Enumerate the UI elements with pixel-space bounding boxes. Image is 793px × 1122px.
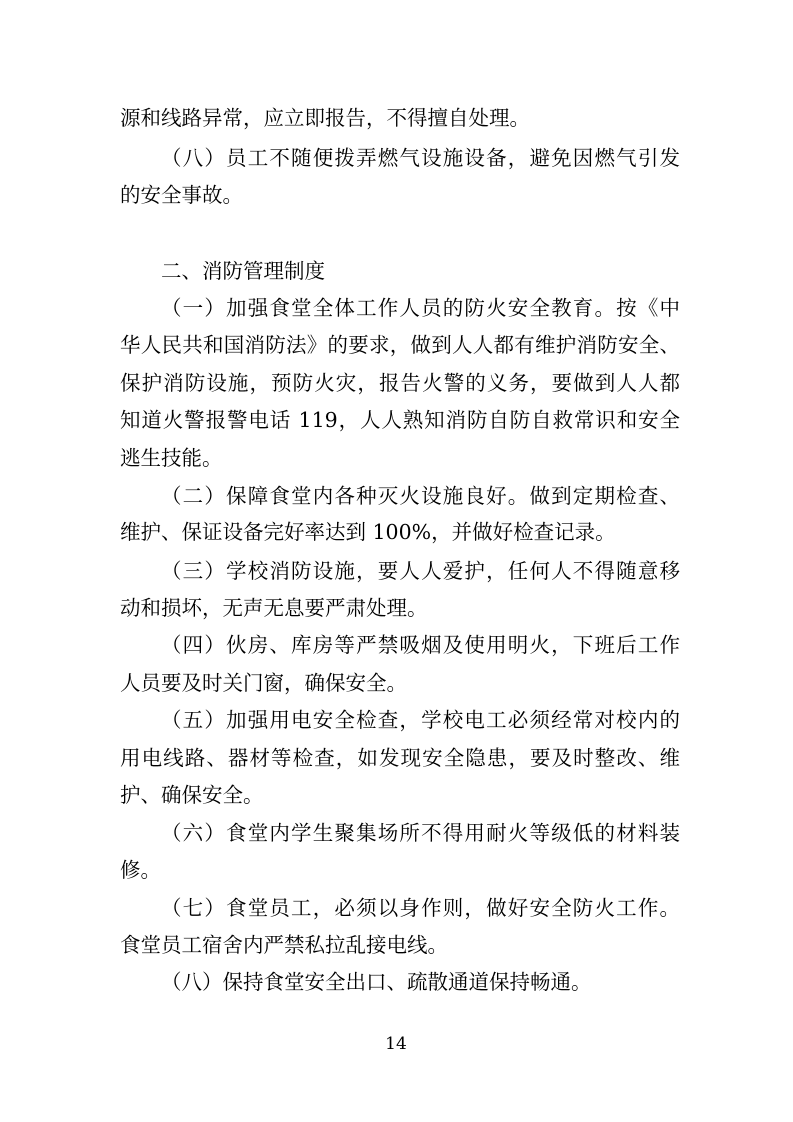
text-line: 护、确保安全。	[120, 783, 264, 807]
text-line: 修。	[120, 858, 161, 882]
text-line: （八）保持食堂安全出口、疏散通道保持畅通。	[161, 970, 592, 994]
text-line: （七）食堂员工，必须以身作则，做好安全防火工作。	[161, 896, 680, 920]
section-heading: 二、消防管理制度	[161, 259, 325, 283]
text-line: （四）伙房、库房等严禁吸烟及使用明火，下班后工作	[161, 633, 680, 657]
text-line: 维护、保证设备完好率达到 100%，并做好检查记录。	[120, 520, 616, 544]
text-line: （六）食堂内学生聚集场所不得用耐火等级低的材料装	[161, 821, 680, 845]
text-line: 的安全事故。	[120, 183, 243, 207]
text-line: 源和线路异常，应立即报告，不得擅自处理。	[120, 106, 530, 130]
text-line: 逃生技能。	[120, 446, 223, 470]
text-line: 保护消防设施，预防火灾，报告火警的义务，要做到人人都	[120, 371, 680, 395]
text-line: （一）加强食堂全体工作人员的防火安全教育。按《中	[161, 296, 680, 320]
page-number: 14	[385, 1034, 407, 1054]
text-line: （八）员工不随便拨弄燃气设施设备，避免因燃气引发	[161, 146, 680, 170]
text-line: 知道火警报警电话 119，人人熟知消防自防自救常识和安全	[120, 408, 680, 432]
text-line: （三）学校消防设施，要人人爱护，任何人不得随意移	[161, 559, 680, 583]
text-line: （五）加强用电安全检查，学校电工必须经常对校内的	[161, 708, 680, 732]
text-line: 动和损坏，无声无息要严肃处理。	[120, 596, 428, 620]
text-line: 人员要及时关门窗，确保安全。	[120, 671, 407, 695]
text-line: 用电线路、器材等检查，如发现安全隐患，要及时整改、维	[120, 746, 680, 770]
text-line: 华人民共和国消防法》的要求，做到人人都有维护消防安全、	[120, 333, 680, 357]
text-line: 食堂员工宿舍内严禁私拉乱接电线。	[120, 933, 448, 957]
text-line: （二）保障食堂内各种灭火设施良好。做到定期检查、	[161, 484, 680, 508]
